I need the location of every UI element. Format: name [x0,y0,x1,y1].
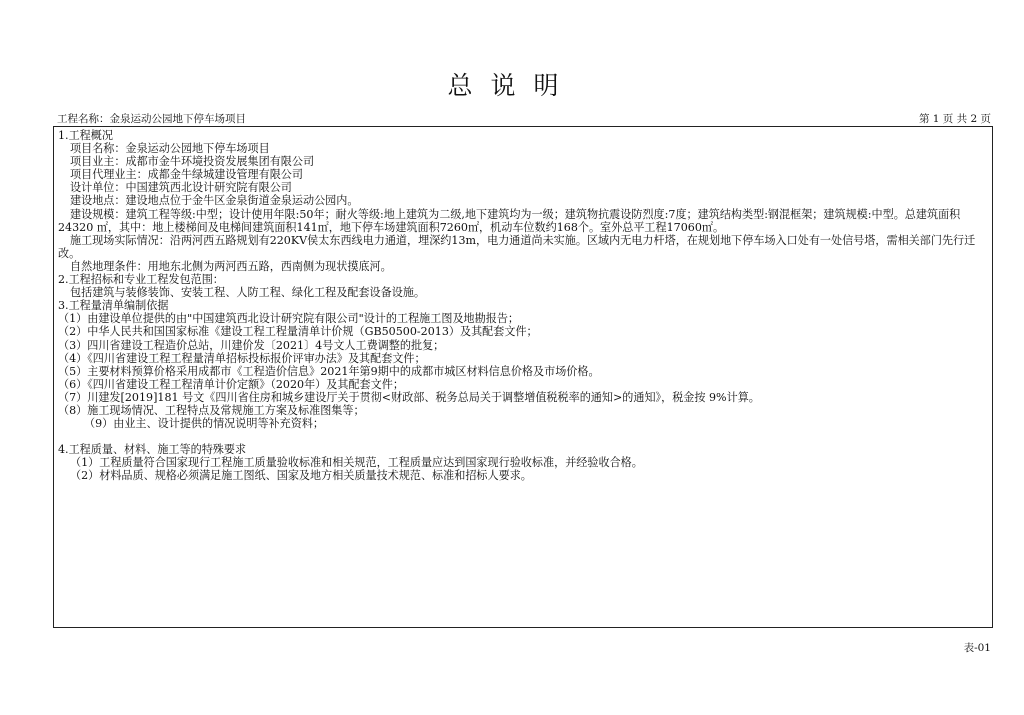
list-item: （9）由业主、设计提供的情况说明等补充资料； [84,417,325,431]
spacer [58,430,988,443]
text-line: 设计单位：中国建筑西北设计研究院有限公司 [70,181,292,195]
list-item: （7）川建发[2019]181 号文《四川省住房和城乡建设厅关于贯彻<财政部、税务总局关于调整增值税税率的通知>的通知》，税金按 9%计算。 [58,390,760,404]
description-content [54,127,992,484]
text-line: 项目代理业主：成都金牛绿城建设管理有限公司 [70,168,303,182]
text-line: 建设地点：建设地点位于金牛区金泉街道金泉运动公园内。 [70,194,359,208]
list-item: （5）主要材料预算价格采用成都市《工程造价信息》2021年第9期中的成都市城区材料信息价格及市场价格。 [58,364,600,378]
text-line: 自然地理条件：用地东北侧为两河西五路，西南侧为现状摸底河。 [70,259,392,273]
project-name: 工程名称：金泉运动公园地下停车场项目 [57,113,246,125]
section-heading: 4.工程质量、材料、施工等的特殊要求 [58,443,247,457]
list-item: （4）《四川省建设工程工程量清单招标投标报价评审办法》及其配套文件； [58,351,426,365]
table-number: 表-01 [963,642,991,654]
list-item: （2）中华人民共和国国家标准《建设工程工程量清单计价规（GB50500-2013）及其配套文件； [58,325,538,339]
text-line: 包括建筑与装修装饰、安装工程、人防工程、绿化工程及配套设备设施。 [70,286,426,300]
text-line: 项目业主：成都市金牛环境投资发展集团有限公司 [70,155,315,169]
list-item: （1）工程质量符合国家现行工程施工质量验收标准和相关规范，工程质量应达到国家现行验收标准，并经验收合格。 [70,456,643,470]
list-item: （2）材料品质、规格必须满足施工图纸、国家及地方相关质量技术规范、标准和招标人要求。 [70,469,532,483]
section-heading: 2.工程招标和专业工程发包范围： [58,273,224,287]
list-item: （3）四川省建设工程造价总站，川建价发〔2021〕4号文人工费调整的批复； [58,338,445,352]
page-title: 总说明 [447,71,577,100]
text-line: 项目名称：金泉运动公园地下停车场项目 [70,142,270,156]
section-heading: 1.工程概况 [58,129,113,142]
text-paragraph: 施工现场实际情况：沿两河西五路规划有220KV侯太东西线电力通道，埋深约13m，电力通道尚未实施。区域内无电力杆塔，在规划地下停车场入口处有一处信号塔，需相关部门先行迁改。 [58,233,976,260]
description-box [53,126,993,628]
page-info: 第 1 页 共 2 页 [918,113,991,125]
section-heading: 3.工程量清单编制依据 [58,299,169,313]
list-item: （8）施工现场情况、工程特点及常规施工方案及标准图集等； [58,403,365,417]
text-paragraph: 建设规模：建筑工程等级:中型；设计使用年限:50年；耐火等级:地上建筑为二级,地下建筑均为一级；建筑物抗震设防烈度:7度；建筑结构类型:钢混框架；建筑规模:中型。总建筑面积24320 ㎡，其中：地上楼梯间及电梯间建筑面积141㎡，地下停车场建筑面积7260㎡，机动车位数约168个。室外总平工程17060㎡。 [58,207,961,234]
list-item: （6）《四川省建设工程工程清单计价定额》（2020年）及其配套文件； [58,377,404,391]
list-item: （1）由建设单位提供的由"中国建筑西北设计研究院有限公司"设计的工程施工图及地勘报告； [58,312,520,326]
